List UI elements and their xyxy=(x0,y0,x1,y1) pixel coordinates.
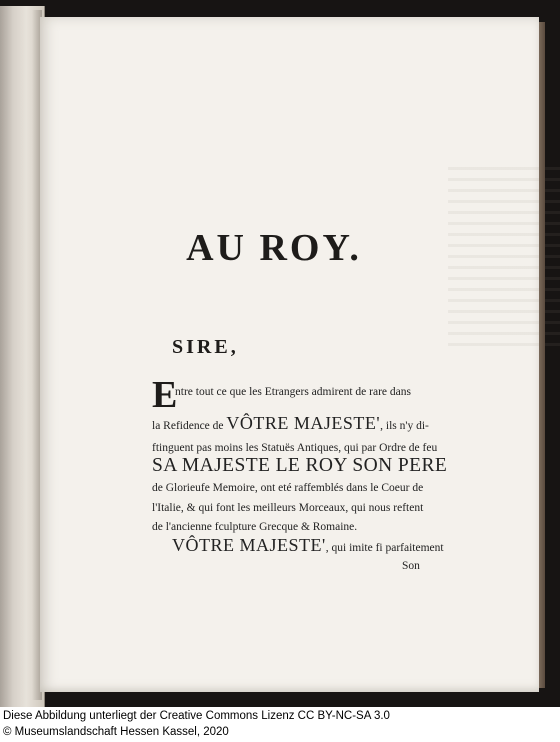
text-line: l'Italie, & qui font les meilleurs Morceaux, qui nous reftent xyxy=(152,502,424,514)
book-page xyxy=(40,17,539,692)
copyright-caption: © Museumslandschaft Hessen Kassel, 2020 xyxy=(3,726,229,738)
license-caption: Diese Abbildung unterliegt der Creative Commons Lizenz CC BY-NC-SA 3.0 xyxy=(3,710,390,722)
salutation: SIRE, xyxy=(172,336,239,358)
page-edge xyxy=(539,22,545,688)
page-title: AU ROY. xyxy=(186,227,362,269)
catchword: Son xyxy=(402,560,420,572)
text-line: VÔTRE MAJESTE', qui imite fi parfaitement xyxy=(172,535,444,555)
text-line: de Glorieufe Memoire, ont eté raffemblés dans le Coeur de xyxy=(152,482,424,494)
text-line: ntre tout ce que les Etrangers admirent de rare dans xyxy=(175,386,411,398)
text-line: ftinguent pas moins les Statuës Antiques, qui par Ordre de feu xyxy=(152,442,438,454)
text-line: de l'ancienne fculpture Grecque & Romaine. xyxy=(152,521,358,533)
text-line: SA MAJESTE LE ROY SON PERE xyxy=(152,455,448,476)
drop-cap: E xyxy=(152,374,178,416)
text-line: la Refidence de VÔTRE MAJESTE', ils n'y di- xyxy=(152,413,429,433)
